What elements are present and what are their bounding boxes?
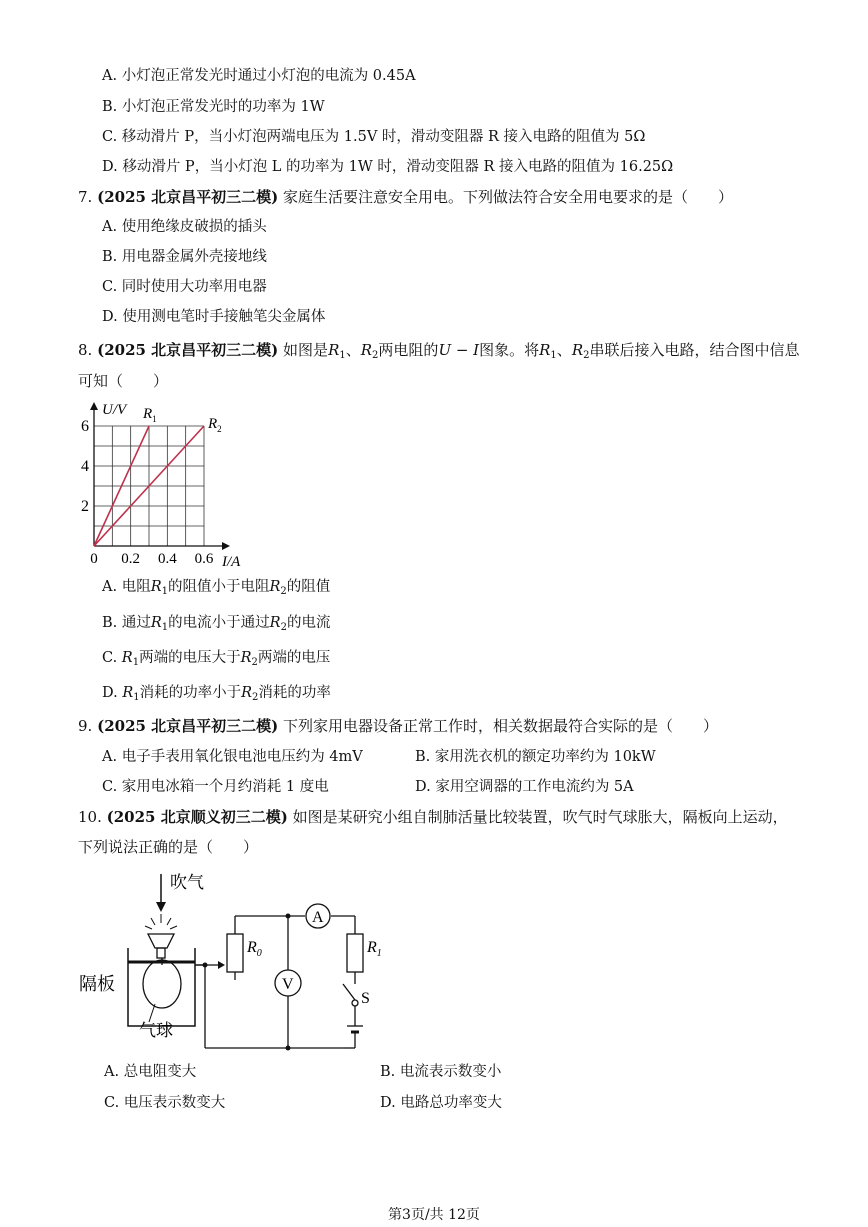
q7-source: (2025 北京昌平初三二模) bbox=[97, 188, 279, 206]
q8-d-r1-sub: 1 bbox=[133, 692, 140, 703]
y-axis-arrow bbox=[90, 402, 98, 410]
q9-option-b: B. 家用洗衣机的额定功率约为 10kW bbox=[415, 749, 656, 765]
chart-labels bbox=[81, 402, 241, 568]
q8-a-prefix: A. 电阻 bbox=[102, 579, 151, 595]
y-tick-label: 6 bbox=[81, 418, 89, 435]
x-tick-label: 0 bbox=[90, 551, 98, 567]
q9-number: 9. bbox=[78, 717, 93, 735]
q6-option-c: C. 移动滑片 P，当小灯泡两端电压为 1.5V 时，滑动变阻器 R 接入电路的阻值为 5Ω bbox=[102, 129, 646, 145]
q10-stem bbox=[78, 808, 788, 826]
q10-option-c: C. 电压表示数变大 bbox=[104, 1095, 226, 1111]
q8-source: (2025 北京昌平初三二模) bbox=[97, 341, 279, 359]
q10-option-d: D. 电路总功率变大 bbox=[380, 1095, 502, 1111]
q7-option-b: B. 用电器金属外壳接地线 bbox=[102, 249, 267, 265]
q9-source: (2025 北京昌平初三二模) bbox=[97, 717, 279, 735]
r1-resistor bbox=[347, 934, 363, 972]
q8-a-r2-sub: 2 bbox=[280, 586, 287, 597]
balloon bbox=[143, 960, 181, 1008]
q10-option-a: A. 总电阻变大 bbox=[104, 1064, 197, 1080]
q8-d-mid: 消耗的功率小于 bbox=[139, 685, 242, 701]
balloon-label: 气球 bbox=[139, 1021, 173, 1040]
q9-text: 下列家用电器设备正常工作时，相关数据最符合实际的是（ ） bbox=[283, 717, 719, 735]
funnel-neck bbox=[157, 948, 165, 958]
ray bbox=[145, 926, 152, 929]
q8-text-b: 两电阻的 bbox=[378, 341, 439, 359]
ray bbox=[167, 918, 171, 925]
node bbox=[203, 963, 208, 968]
q7-number: 7. bbox=[78, 188, 93, 206]
r0-label: $R_0$ bbox=[247, 939, 262, 959]
q6-option-d: D. 移动滑片 P，当小灯泡 L 的功率为 1W 时，滑动变阻器 R 接入电路的阻值为 16.25Ω bbox=[102, 159, 674, 175]
q8-c-mid: 两端的电压大于 bbox=[139, 650, 241, 666]
q6-option-b: B. 小灯泡正常发光时的功率为 1W bbox=[102, 99, 325, 115]
q8-r2b-sub: 2 bbox=[583, 350, 590, 361]
blow-label: 吹气 bbox=[170, 873, 204, 892]
q8-c-r1: R bbox=[121, 650, 133, 666]
q7-option-d: D. 使用测电笔时手接触笔尖金属体 bbox=[102, 309, 326, 325]
q8-a-r2: R bbox=[269, 579, 281, 595]
switch-label: S bbox=[361, 990, 370, 1007]
x-tick-label: 0.4 bbox=[157, 551, 177, 567]
q8-a-r1: R bbox=[150, 579, 162, 595]
slider-arrow bbox=[218, 961, 225, 969]
q8-b-r1-sub: 1 bbox=[161, 622, 169, 633]
q10-stem-line2: 下列说法正确的是（ ） bbox=[78, 838, 259, 856]
lung-capacity-circuit-diagram bbox=[75, 866, 395, 1056]
q8-d-end: 消耗的功率 bbox=[258, 685, 331, 701]
switch-lever bbox=[343, 984, 355, 1000]
q8-option-a bbox=[102, 578, 330, 601]
q8-r1b: R bbox=[539, 341, 551, 359]
q8-b-end: 的电流 bbox=[286, 615, 331, 631]
series-label-r1: $R_1$ bbox=[143, 406, 157, 424]
q8-number: 8. bbox=[78, 341, 93, 359]
x-axis-label: I/A bbox=[222, 554, 241, 568]
q8-b-mid: 的电流小于通过 bbox=[168, 615, 270, 631]
q9-option-d: D. 家用空调器的工作电流约为 5A bbox=[415, 779, 634, 795]
q10-number: 10. bbox=[78, 808, 102, 826]
q8-r1b-sub: 1 bbox=[550, 350, 557, 361]
ammeter-label: A bbox=[312, 909, 324, 926]
q8-c-r1-sub: 1 bbox=[132, 657, 140, 668]
switch-pivot bbox=[352, 1000, 358, 1006]
q8-text-a: 如图是 bbox=[283, 341, 329, 359]
q10-source: (2025 北京顺义初三二模) bbox=[106, 808, 288, 826]
q6-option-a: A. 小灯泡正常发光时通过小灯泡的电流为 0.45A bbox=[102, 68, 416, 84]
x-tick-label: 0.2 bbox=[121, 551, 141, 567]
q8-c-r2: R bbox=[240, 650, 252, 666]
node bbox=[286, 1046, 291, 1051]
q7-option-a: A. 使用绝缘皮破损的插头 bbox=[102, 219, 267, 235]
q8-a-end: 的阻值 bbox=[286, 579, 331, 595]
blow-arrow-head bbox=[156, 902, 166, 912]
q8-r2b: R bbox=[571, 341, 584, 359]
r1-label: $R_1$ bbox=[367, 939, 382, 959]
q8-c-r2-sub: 2 bbox=[251, 657, 258, 668]
q8-d-r2-sub: 2 bbox=[252, 692, 259, 703]
q8-b-r2: R bbox=[269, 615, 281, 631]
q8-b-prefix: B. 通过 bbox=[102, 615, 151, 631]
q8-option-d bbox=[102, 684, 331, 707]
ui-chart bbox=[70, 396, 270, 568]
q8-a-r1-sub: 1 bbox=[161, 586, 168, 597]
q8-option-c bbox=[102, 649, 330, 672]
q8-stem: 8. (2025 北京昌平初三二模) 如图是$R_1$、$R_2$两电阻的U − I图象。将$R_1$、$R_2$串联后接入电路，结合图中信息 bbox=[78, 341, 800, 361]
q8-r1-sub: 1 bbox=[339, 350, 346, 361]
r0-resistor bbox=[227, 934, 243, 972]
q8-c-end: 两端的电压 bbox=[257, 650, 331, 666]
q8-text-c: 图象。将 bbox=[479, 341, 540, 359]
q10-option-b: B. 电流表示数变小 bbox=[380, 1064, 502, 1080]
y-axis-label: U/V bbox=[102, 402, 127, 418]
q8-b-r1: R bbox=[150, 615, 162, 631]
y-tick-label: 4 bbox=[81, 458, 89, 475]
ray bbox=[170, 926, 177, 929]
q8-b-r2-sub: 2 bbox=[280, 622, 287, 633]
ray bbox=[151, 918, 155, 925]
partition-label: 隔板 bbox=[79, 974, 115, 994]
q8-ui: U − I bbox=[438, 341, 480, 359]
q8-d-prefix: D. bbox=[102, 685, 123, 701]
q8-d-r1: R bbox=[122, 685, 134, 701]
q10-text: 如图是某研究小组自制肺活量比较装置，吹气时气球胀大，隔板向上运动， bbox=[292, 808, 788, 826]
q8-text-d: 串联后接入电路，结合图中信息 bbox=[589, 341, 800, 359]
q7-option-c: C. 同时使用大功率用电器 bbox=[102, 279, 267, 295]
series-label-r2: $R_2$ bbox=[208, 416, 222, 434]
x-tick-label: 0.6 bbox=[194, 551, 214, 567]
q8-option-b bbox=[102, 614, 330, 637]
q8-c-prefix: C. bbox=[102, 650, 122, 666]
q9-option-c: C. 家用电冰箱一个月约消耗 1 度电 bbox=[102, 779, 329, 795]
q7-stem bbox=[78, 188, 733, 206]
q8-r2-sub: 2 bbox=[372, 350, 379, 361]
q9-stem bbox=[78, 717, 718, 735]
q8-r2: R bbox=[360, 341, 373, 359]
x-axis-arrow bbox=[222, 542, 230, 550]
q8-stem-line2: 可知（ ） bbox=[78, 372, 169, 390]
q8-r1: R bbox=[328, 341, 340, 359]
q7-text: 家庭生活要注意安全用电。下列做法符合安全用电要求的是（ ） bbox=[283, 188, 734, 206]
q9-option-a: A. 电子手表用氧化银电池电压约为 4mV bbox=[102, 749, 363, 765]
voltmeter-label: V bbox=[282, 976, 294, 993]
funnel bbox=[148, 934, 174, 948]
q8-a-mid: 的阻值小于电阻 bbox=[168, 579, 270, 595]
y-tick-label: 2 bbox=[81, 498, 89, 515]
q8-d-r2: R bbox=[241, 685, 253, 701]
page-number: 第3页/共 12页 bbox=[388, 1207, 480, 1223]
balloon-label-line bbox=[149, 1004, 155, 1022]
